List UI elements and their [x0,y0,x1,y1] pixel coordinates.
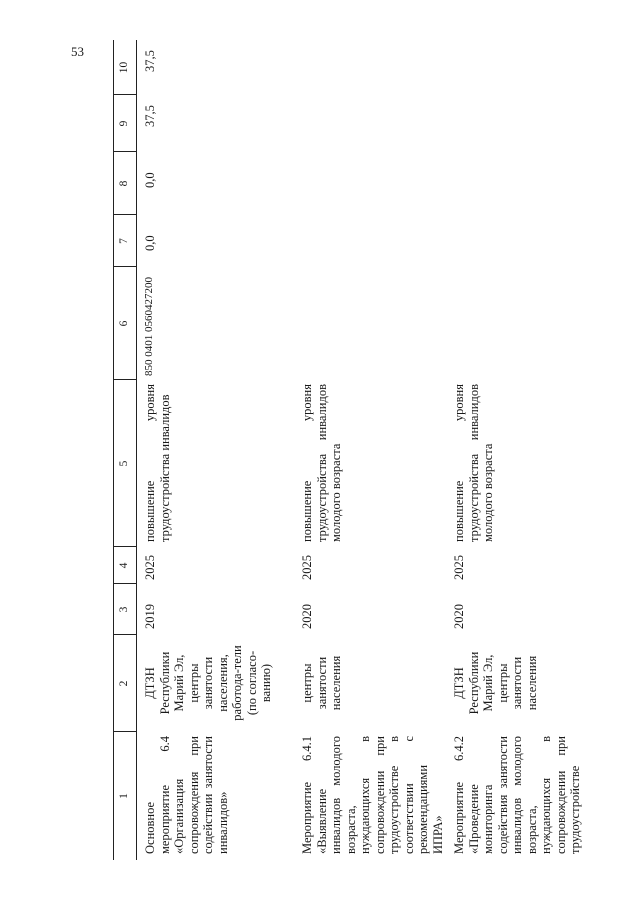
col-header-9: 9 [118,120,130,127]
row2-col1: Мероприятие 6.4.1 «Выявление инвалидов молодого возраста, нуждающихся в сопровождении при трудоустройстве в соответствии с рекомендациями ИПРА» [300,736,445,854]
col-header-6: 6 [118,320,130,327]
row3-col4: 2025 [452,555,466,580]
page-number: 53 [71,44,84,59]
row1-col4: 2025 [143,555,157,580]
col-header-3: 3 [118,606,130,613]
row2-col2: центры занятости населения [300,655,343,711]
col-header-1: 1 [118,793,130,799]
row3-col2: ДТЗН Республики Марий Эл, центры занятости населения [452,651,539,715]
rotated-table [113,40,613,860]
col-header-4: 4 [118,562,130,569]
col-header-7: 7 [118,238,130,244]
row1-col9: 37,5 [143,105,157,127]
row2-col3: 2020 [300,604,314,629]
row2-col5: повышение уровня трудоустройства инвалидов молодого возраста [300,384,343,542]
row3-col3: 2020 [452,604,466,629]
col-header-5: 5 [118,460,130,467]
row1-col3: 2019 [143,604,157,629]
row1-col5: повышение уровня трудоустройства инвалидов [143,384,172,542]
row1-col2: ДТЗН Республики Марий Эл, центры занятости населения, работода-тели (по согласо-ванию) [143,645,273,721]
col-header-8: 8 [118,180,130,187]
col-header-2: 2 [118,680,130,687]
row1-col1: Основное мероприятие 6.4 «Организация сопровождения при содействии занятости инвалидов» [143,736,230,854]
row1-col10: 37,5 [143,50,157,72]
row2-col4: 2025 [300,555,314,580]
table-header-row [113,40,137,860]
row3-col5: повышение уровня трудоустройства инвалидов молодого возраста [452,384,495,542]
row3-col1: Мероприятие 6.4.2 «Проведение мониторинга содействия занятости инвалидов молодого возраста, нуждающихся в сопровождении при трудоустройстве [452,736,582,854]
col-header-10: 10 [118,61,130,74]
row1-col7: 0,0 [143,235,157,251]
row1-col6: 850 0401 0560427200 [143,277,155,376]
row1-col8: 0,0 [143,172,157,188]
